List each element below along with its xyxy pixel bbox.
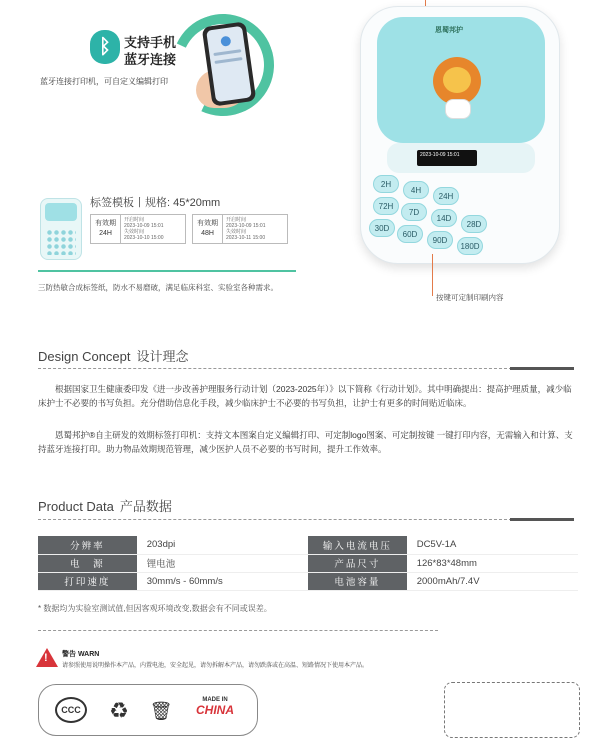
china-text: CHINA bbox=[196, 703, 234, 717]
phone-screen bbox=[206, 26, 252, 102]
spec-note: * 数据均为实验室测试值,但因客观环境改变,数据会有不同或误差。 bbox=[38, 604, 272, 613]
spec-key: 产品尺寸 bbox=[308, 554, 407, 572]
bluetooth-title bbox=[124, 34, 176, 68]
warn-title: 警告 WARN bbox=[62, 651, 100, 658]
label-line: 开启时间 bbox=[226, 217, 247, 223]
label-term-cell bbox=[193, 215, 223, 243]
warning-mark: ! bbox=[44, 652, 48, 664]
label-sample-48h bbox=[192, 214, 288, 244]
printer-key[interactable]: 180D bbox=[457, 237, 483, 255]
label-term: 有效期 bbox=[197, 220, 218, 227]
product-section-title bbox=[38, 496, 172, 515]
printer-key[interactable]: 28D bbox=[461, 215, 487, 233]
dashed-placeholder-box bbox=[444, 682, 580, 738]
printer-lcd: 2023-10-09 15:01 bbox=[417, 150, 477, 166]
design-title-en: Design Concept bbox=[38, 349, 131, 364]
design-title-cn: 设计理念 bbox=[136, 349, 189, 364]
mini-printer-image bbox=[40, 198, 82, 260]
lion-face bbox=[443, 67, 471, 93]
printer-key[interactable]: 60D bbox=[397, 225, 423, 243]
phone-bluetooth-icon bbox=[220, 36, 231, 47]
spec-value: 126*83*48mm bbox=[407, 554, 578, 572]
design-section-title bbox=[38, 346, 189, 365]
spec-key: 输入电流电压 bbox=[308, 536, 407, 554]
label-line: 2023-10-10 15:00 bbox=[124, 235, 164, 241]
printer-key[interactable]: 72H bbox=[373, 197, 399, 215]
label-hours: 48H bbox=[201, 230, 214, 237]
design-paragraph-2: 恩蜀邦护®自主研发的效期标签打印机：支持文本图案自定义编辑打印、可定制logo图案、可定制按键 一键打印内容，无需输入和计算、支持蓝牙连接打印。助力物品效期规范管理，减少医护人员不必要的书写时间，提升工作效率。 bbox=[38, 430, 573, 454]
feature-note: 三防热敏合成标签纸，防水不易磨破，满足临床科室、实验室各种需求。 bbox=[38, 283, 278, 292]
lion-mascot-icon bbox=[433, 57, 489, 119]
label-line: 2023-10-09 15:01 bbox=[124, 223, 164, 229]
ccc-icon: CCC bbox=[55, 697, 87, 723]
callout-line bbox=[432, 254, 433, 296]
spec-value: 203dpi bbox=[137, 536, 308, 554]
made-in-china-icon bbox=[185, 695, 245, 715]
warn-divider bbox=[38, 630, 438, 631]
table-row bbox=[38, 536, 578, 554]
bluetooth-icon: ᛒ bbox=[90, 30, 120, 64]
spec-value: 30mm/s - 60mm/s bbox=[137, 572, 308, 590]
phone-screen-line bbox=[214, 57, 242, 64]
template-title: 标签模板丨规格: 45*20mm bbox=[90, 197, 221, 209]
product-divider-accent bbox=[510, 518, 574, 521]
design-paragraph-1: 根据国家卫生健康委印发《进一步改善护理服务行动计划（2023-2025年）》以下简称《行动计划》。其中明确提出：提高护理质量，减少临床护士不必要的书写负担。充分借助信息化手段，减少临床护士不必要的书写负担，让护士有更多的时间贴近临床。 bbox=[38, 384, 572, 408]
spec-value: 锂电池 bbox=[137, 554, 308, 572]
hero-section bbox=[0, 0, 614, 300]
warn-text: 请参照使用说明操作本产品，内置电池，安全起见，请勿拆解本产品，请勿跌落或在高温、短路情况下使用本产品。 bbox=[62, 663, 369, 669]
label-sample-24h bbox=[90, 214, 186, 244]
printer-key[interactable]: 24H bbox=[433, 187, 459, 205]
printer-display-panel bbox=[387, 143, 535, 173]
template-labels bbox=[90, 214, 288, 244]
lion-body bbox=[445, 99, 471, 119]
label-line: 失效时间 bbox=[124, 229, 145, 235]
spec-value: 2000mAh/7.4V bbox=[407, 572, 578, 590]
product-title-cn: 产品数据 bbox=[119, 499, 172, 514]
spec-value: DC5V-1A bbox=[407, 536, 578, 554]
spec-key: 电 源 bbox=[38, 554, 137, 572]
product-title-en: Product Data bbox=[38, 499, 114, 514]
printer-key[interactable]: 4H bbox=[403, 181, 429, 199]
table-row bbox=[38, 554, 578, 572]
label-times-cell bbox=[223, 215, 287, 243]
label-template-card bbox=[38, 194, 296, 272]
spec-key: 打印速度 bbox=[38, 572, 137, 590]
design-divider bbox=[38, 368, 512, 369]
callout-text: 按键可定制印刷内容 bbox=[436, 293, 504, 302]
label-line: 2023-10-11 15:00 bbox=[226, 235, 266, 241]
spec-key: 分辨率 bbox=[38, 536, 137, 554]
recycle-icon: ♻ bbox=[109, 698, 129, 723]
printer-logo: 恩蜀邦护 bbox=[435, 27, 463, 34]
label-line: 失效时间 bbox=[226, 229, 247, 235]
label-term-cell bbox=[91, 215, 121, 243]
mini-printer-keys bbox=[46, 229, 76, 255]
printer-lid bbox=[377, 17, 545, 143]
label-line: 2023-10-09 15:01 bbox=[226, 223, 266, 229]
label-hours: 24H bbox=[99, 230, 112, 237]
table-row bbox=[38, 572, 578, 590]
certification-box bbox=[38, 684, 258, 736]
mini-printer-lid bbox=[45, 203, 77, 221]
printer-key[interactable]: 30D bbox=[369, 219, 395, 237]
label-line: 开启时间 bbox=[124, 217, 145, 223]
printer-key[interactable]: 14D bbox=[431, 209, 457, 227]
no-trash-bin-icon: 🗑 bbox=[149, 700, 173, 721]
printer-key[interactable]: 2H bbox=[373, 175, 399, 193]
label-times-cell bbox=[121, 215, 185, 243]
bluetooth-subtitle: 蓝牙连接打印机，可自定义编辑打印 bbox=[40, 77, 168, 86]
made-in-text: MADE IN bbox=[202, 697, 228, 703]
product-divider bbox=[38, 519, 512, 520]
bluetooth-title-line2: 蓝牙连接 bbox=[124, 52, 177, 67]
design-divider-accent bbox=[510, 367, 574, 370]
bluetooth-title-line1: 支持手机 bbox=[124, 35, 177, 50]
printer-key[interactable]: 7D bbox=[401, 203, 427, 221]
printer-key[interactable]: 90D bbox=[427, 231, 453, 249]
phone-screen-line bbox=[213, 49, 241, 56]
printer-image bbox=[360, 6, 560, 264]
spec-key: 电池容量 bbox=[308, 572, 407, 590]
spec-table bbox=[38, 536, 578, 591]
label-term: 有效期 bbox=[95, 220, 116, 227]
warning-icon bbox=[36, 648, 58, 667]
